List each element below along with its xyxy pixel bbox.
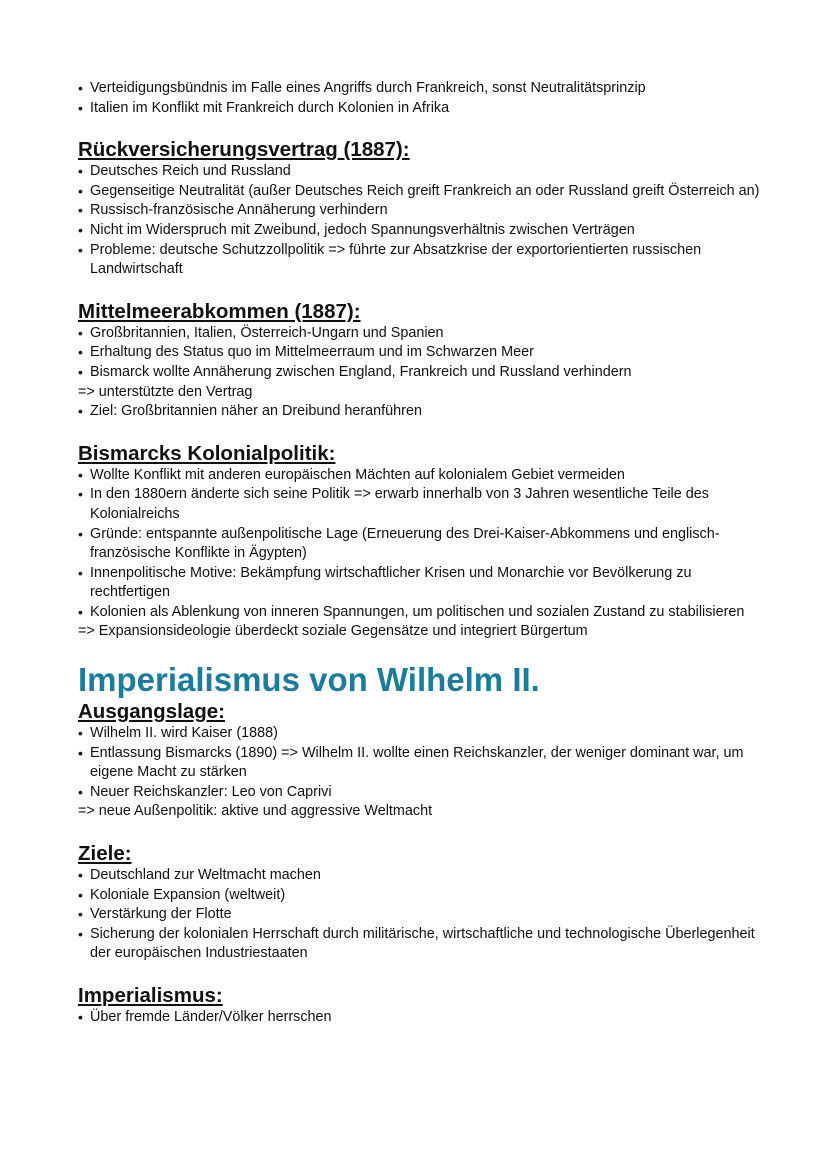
- section-heading: Bismarcks Kolonialpolitik:: [78, 441, 336, 465]
- bullet-list: [78, 724, 768, 802]
- section-rueckversicherung: [78, 138, 768, 280]
- section-heading: Ziele:: [78, 842, 132, 866]
- list-item: • In den 1880ern änderte sich seine Politik => erwarb innerhalb von 3 Jahren wesentliche Teile des Kolonialreichs: [78, 485, 768, 524]
- bullet-list: [78, 162, 768, 280]
- list-item: • Probleme: deutsche Schutzzollpolitik => führte zur Absatzkrise der exportorientierten russischen Landwirtschaft: [78, 241, 768, 280]
- list-item: • Bismarck wollte Annäherung zwischen England, Frankreich und Russland verhindern: [78, 363, 768, 383]
- list-item: • Wilhelm II. wird Kaiser (1888): [78, 724, 768, 744]
- list-item: • Über fremde Länder/Völker herrschen: [78, 1008, 768, 1028]
- list-item: • Verteidigungsbündnis im Falle eines Angriffs durch Frankreich, sonst Neutralitätsprinzip: [78, 79, 768, 99]
- section-heading: Imperialismus:: [78, 984, 223, 1007]
- list-item: • Wollte Konflikt mit anderen europäischen Mächten auf kolonialem Gebiet vermeiden: [78, 466, 768, 486]
- section-mittelmeer: [78, 300, 768, 422]
- list-item: • Entlassung Bismarcks (1890) => Wilhelm II. wollte einen Reichskanzler, der weniger dominant war, um eigene Macht zu stärken: [78, 744, 768, 783]
- conclusion-line: => unterstützte den Vertrag: [78, 383, 253, 400]
- bullet-list: [78, 324, 768, 383]
- list-item: • Italien im Konflikt mit Frankreich durch Kolonien in Afrika: [78, 99, 768, 119]
- list-item: • Deutschland zur Weltmacht machen: [78, 866, 768, 886]
- list-item: • Koloniale Expansion (weltweit): [78, 886, 768, 906]
- intro-list: [78, 79, 768, 118]
- list-item: • Großbritannien, Italien, Österreich-Ungarn und Spanien: [78, 324, 768, 344]
- section-imperialismus: [78, 984, 768, 1028]
- list-item: • Gründe: entspannte außenpolitische Lage (Erneuerung des Drei-Kaiser-Abkommens und englisch-französische Konflikte in Ägypten): [78, 525, 768, 564]
- section-heading: Rückversicherungsvertrag (1887):: [78, 138, 410, 162]
- list-item: • Deutsches Reich und Russland: [78, 162, 768, 182]
- conclusion-line: => Expansionsideologie überdeckt soziale Gegensätze und integriert Bürgertum: [78, 623, 588, 640]
- section-heading: Ausgangslage:: [78, 700, 225, 724]
- section-kolonialpolitik: [78, 442, 768, 642]
- document-content: [78, 79, 768, 1028]
- list-item: • Neuer Reichskanzler: Leo von Caprivi: [78, 783, 768, 803]
- list-item: • Nicht im Widerspruch mit Zweibund, jedoch Spannungsverhältnis zwischen Verträgen: [78, 221, 768, 241]
- list-item: • Gegenseitige Neutralität (außer Deutsches Reich greift Frankreich an oder Russland greift Österreich an): [78, 182, 768, 202]
- section-ziele: [78, 842, 768, 964]
- bullet-list: [78, 402, 768, 422]
- list-item: • Sicherung der kolonialen Herrschaft durch militärische, wirtschaftliche und technologische Überlegenheit der europäischen Industriestaaten: [78, 925, 768, 964]
- bullet-list: [78, 866, 768, 964]
- list-item: • Kolonien als Ablenkung von inneren Spannungen, um politischen und sozialen Zustand zu stabilisieren: [78, 603, 768, 623]
- conclusion-line: => neue Außenpolitik: aktive und aggressive Weltmacht: [78, 803, 433, 820]
- section-heading: Mittelmeerabkommen (1887):: [78, 299, 361, 323]
- list-item: • Russisch-französische Annäherung verhindern: [78, 201, 768, 221]
- main-title: Imperialismus von Wilhelm II.: [78, 661, 540, 699]
- list-item: • Ziel: Großbritannien näher an Dreibund heranführen: [78, 402, 768, 422]
- section-ausgangslage: [78, 700, 768, 822]
- list-item: • Innenpolitische Motive: Bekämpfung wirtschaftlicher Krisen und Monarchie vor Bevölkerung zu rechtfertigen: [78, 564, 768, 603]
- bullet-list: [78, 1008, 768, 1028]
- list-item: • Erhaltung des Status quo im Mittelmeerraum und im Schwarzen Meer: [78, 343, 768, 363]
- bullet-list: [78, 466, 768, 623]
- list-item: • Verstärkung der Flotte: [78, 905, 768, 925]
